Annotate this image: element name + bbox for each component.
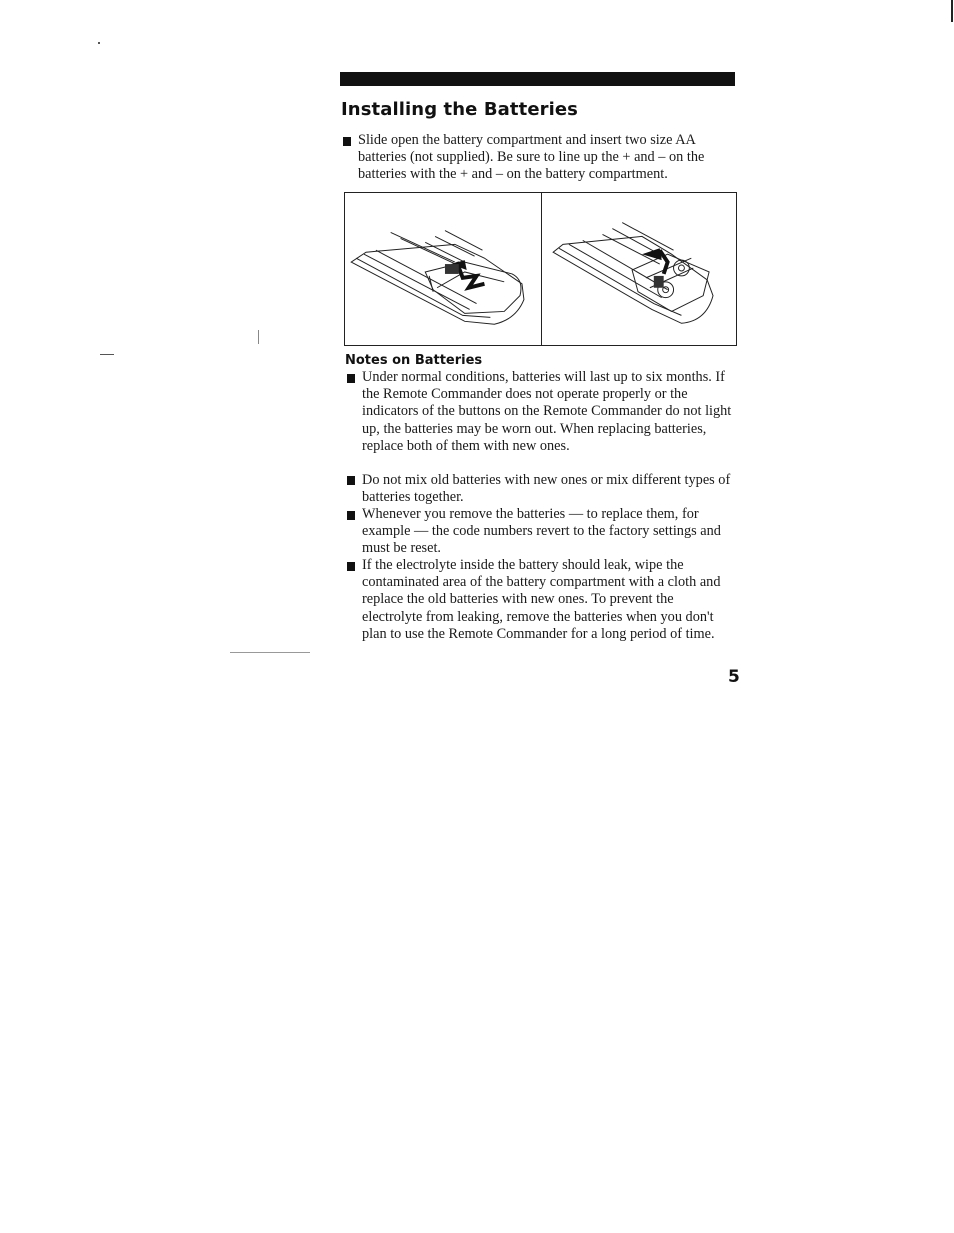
note-item: If the electrolyte inside the battery should leak, wipe the contaminated area of the battery compartment with a cloth and replace the old batteries with new ones. To prevent the electrolyte from leaking, remove the batteries when you don't plan to use the Remote Commander for a long period of time. <box>362 557 721 642</box>
page-number: 5 <box>728 667 740 687</box>
scan-mark <box>100 354 114 355</box>
scan-mark <box>230 652 310 653</box>
bullet-square-icon <box>343 137 351 146</box>
notes-title: Notes on Batteries <box>345 353 483 368</box>
remote-batteries-illustration <box>542 193 737 345</box>
remote-inserting-batteries-icon <box>542 193 737 345</box>
section-header-bar <box>340 72 735 86</box>
note-item: Do not mix old batteries with new ones or mix different types of batteries together. <box>362 472 731 506</box>
scan-mark <box>258 330 259 344</box>
bullet-square-icon <box>347 374 355 383</box>
remote-opening-compartment-icon <box>345 193 541 345</box>
note-item: Under normal conditions, batteries will last up to six months. If the Remote Commander does not operate properly or the indicators of the buttons on the Remote Commander do not light up, the batteries may be worn out. When replacing batteries, replace both of them with new ones. <box>362 369 732 454</box>
intro-paragraph: Slide open the battery compartment and insert two size AA batteries (not supplied). Be sure to line up the + and – on the batteries with the + and – on the battery compartment. <box>358 132 705 183</box>
bullet-square-icon <box>347 511 355 520</box>
bullet-square-icon <box>347 562 355 571</box>
bullet-square-icon <box>347 476 355 485</box>
battery-installation-figure <box>344 192 737 346</box>
remote-open-illustration <box>345 193 541 345</box>
note-item: Whenever you remove the batteries — to replace them, for example — the code numbers revert to the factory settings and must be reset. <box>362 506 721 557</box>
scan-mark <box>951 0 953 22</box>
section-title: Installing the Batteries <box>341 99 578 120</box>
scan-mark <box>98 42 100 44</box>
